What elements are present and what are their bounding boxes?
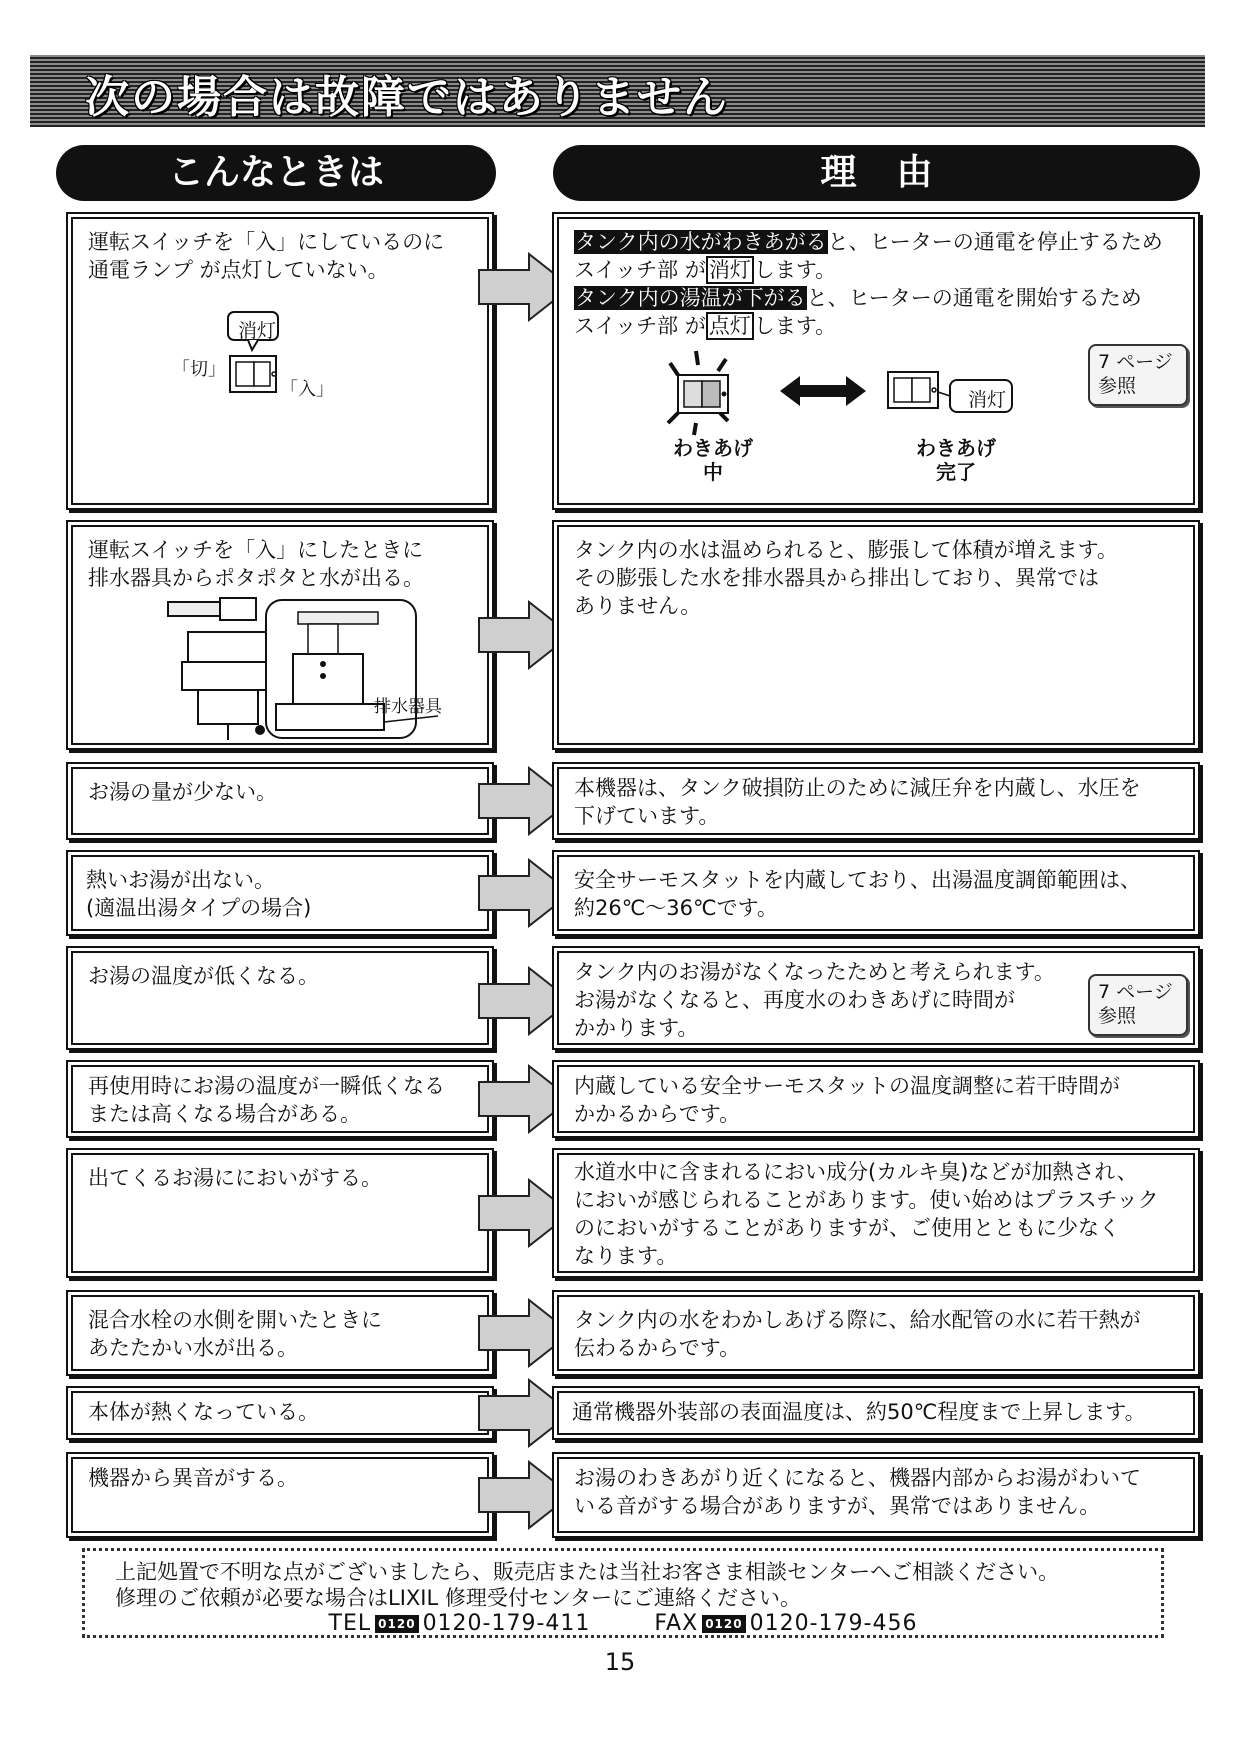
reason-text: します。 [753,314,837,338]
title-bar [30,55,1205,127]
symptom-box-9 [66,1386,494,1440]
reason-box-2 [552,520,1200,750]
symptom-box-5 [66,946,494,1050]
reason-box-3 [552,762,1200,840]
symptom-box-7 [66,1148,494,1278]
symptom-box-4 [66,850,494,936]
reason-box-4 [552,850,1200,936]
reason-text: お湯のわきあがり近くになると、機器内部からお湯がわいて [574,1466,1141,1490]
heating-label [668,436,758,484]
symptom-box-6 [66,1060,494,1138]
symptom-text: 排水器具からポタポタと水が出る。 [88,566,424,590]
boxed-text: 点灯 [706,312,754,340]
column-header-reason: 理由 [553,145,1200,201]
reason-box-8 [552,1290,1200,1376]
reference-text: 参照 [1098,1005,1137,1027]
drain-label: 排水器具 [374,697,442,717]
symptom-box-10 [66,1452,494,1538]
page-title: 次の場合は故障ではありません [85,72,729,123]
fax-number: 0120-179-456 [749,1611,918,1636]
reason-text: タンク内のお湯がなくなったためと考えられます。 [574,960,1055,984]
symptom-text: 通電ランプ が点灯していない。 [88,258,389,282]
symptom-text: 出てくるお湯ににおいがする。 [88,1166,382,1190]
notice-text: 修理のご依頼が必要な場合はLIXIL 修理受付センターにご連絡ください。 [115,1586,802,1610]
reference-text: 7 ページ [1098,351,1173,373]
reason-text: 本機器は、タンク破損防止のために減圧弁を内蔵し、水圧を [574,776,1141,800]
reason-box-9 [552,1386,1200,1440]
kiri-label: 「切」 [172,359,226,380]
page-reference [1088,344,1188,406]
reason-text: と、ヒーターの通電を停止するため [827,230,1163,254]
reason-text: お湯がなくなると、再度水のわきあげに時間が [574,988,1015,1012]
reason-text: なります。 [574,1244,678,1268]
heating-text: 中 [703,460,723,484]
reason-text: タンク内の水をわかしあげる際に、給水配管の水に若干熱が [574,1308,1141,1332]
symptom-text: または高くなる場合がある。 [88,1102,361,1126]
reason-text: ありません。 [574,594,702,618]
highlight-text: タンク内の湯温が下がる [575,286,806,310]
reason-text: いる音がする場合がありますが、異常ではありません。 [574,1494,1101,1518]
highlight-text: タンク内の水がわきあがる [575,230,827,254]
reason-text: かかるからです。 [574,1102,741,1126]
page-number: 15 [604,1648,636,1676]
page-reference [1088,974,1188,1036]
off-label: 消灯 [238,320,277,342]
symptom-text: 運転スイッチを「入」にしたときに [88,538,424,562]
reason-text: 内蔵している安全サーモスタットの温度調整に若干時間が [574,1074,1120,1098]
symptom-text: お湯の温度が低くなる。 [88,964,319,988]
reason-text: 安全サーモスタットを内蔵しており、出湯温度調節範囲は、 [574,868,1141,892]
reason-text: 通常機器外装部の表面温度は、約50℃程度まで上昇します。 [572,1400,1146,1424]
reason-text: スイッチ部 が [574,258,706,282]
symptom-text: お湯の量が少ない。 [88,780,277,804]
tel-label: TEL [328,1611,372,1636]
symptom-text: 混合水栓の水側を開いたときに [88,1308,382,1332]
drain-fitting-illustration [158,592,458,742]
reason-text: 下げています。 [574,804,720,828]
reason-text: かかります。 [574,1016,699,1040]
heating-text: わきあげ [673,436,753,460]
symptom-box-3 [66,762,494,840]
reason-box-10 [552,1452,1200,1538]
reason-text: 水道水中に含まれるにおい成分(カルキ臭)などが加熱され、 [574,1160,1138,1184]
tel-number: 0120-179-411 [422,1611,591,1636]
boxed-text: 消灯 [706,256,754,284]
freedial-icon: 0120 [375,1615,418,1633]
reference-text: 参照 [1098,375,1137,397]
reason-text: においが感じられることがあります。使い始めはプラスチック [574,1188,1159,1212]
reason-text: その膨張した水を排水器具から排出しており、異常では [574,566,1099,590]
lit-switch-icon [650,345,760,445]
symptom-text: 再使用時にお湯の温度が一瞬低くなる [88,1074,445,1098]
contact-notice [82,1548,1164,1638]
reason-text: スイッチ部 が [574,314,706,338]
symptom-text: 熱いお湯が出ない。 [86,868,275,892]
reason-text: と、ヒーターの通電を開始するため [806,286,1142,310]
reason-box-7 [552,1148,1200,1278]
reason-box-6 [552,1060,1200,1138]
off-label: 消灯 [968,389,1007,411]
symptom-text: (適温出湯タイプの場合) [86,896,312,920]
done-text: わきあげ [916,436,996,460]
fax-label: FAX [654,1611,699,1636]
symptom-box-8 [66,1290,494,1376]
done-label [906,436,1006,484]
double-arrow-icon [778,374,868,408]
symptom-text: 機器から異音がする。 [88,1466,298,1490]
reason-text: のにおいがすることがありますが、ご使用とともに少なく [574,1216,1120,1240]
notice-text: 上記処置で不明な点がございましたら、販売店または当社お客さま相談センターへご相談ください。 [115,1560,1060,1584]
reason-text: 伝わるからです。 [574,1336,741,1360]
reason-text: します。 [753,258,837,282]
symptom-text: 本体が熱くなっている。 [88,1400,319,1424]
reference-text: 7 ページ [1098,981,1173,1003]
reason-text: タンク内の水は温められると、膨張して体積が増えます。 [574,538,1118,562]
iri-label: 「入」 [280,379,334,400]
symptom-text: あたたかい水が出る。 [88,1336,298,1360]
contact-line [115,1611,1131,1637]
symptom-text: 運転スイッチを「入」にしているのに [88,230,445,254]
column-header-symptom: こんなときは [56,145,496,201]
reason-text: 約26℃～36℃です。 [574,896,778,920]
done-text: 完了 [936,460,976,484]
freedial-icon: 0120 [702,1615,745,1633]
